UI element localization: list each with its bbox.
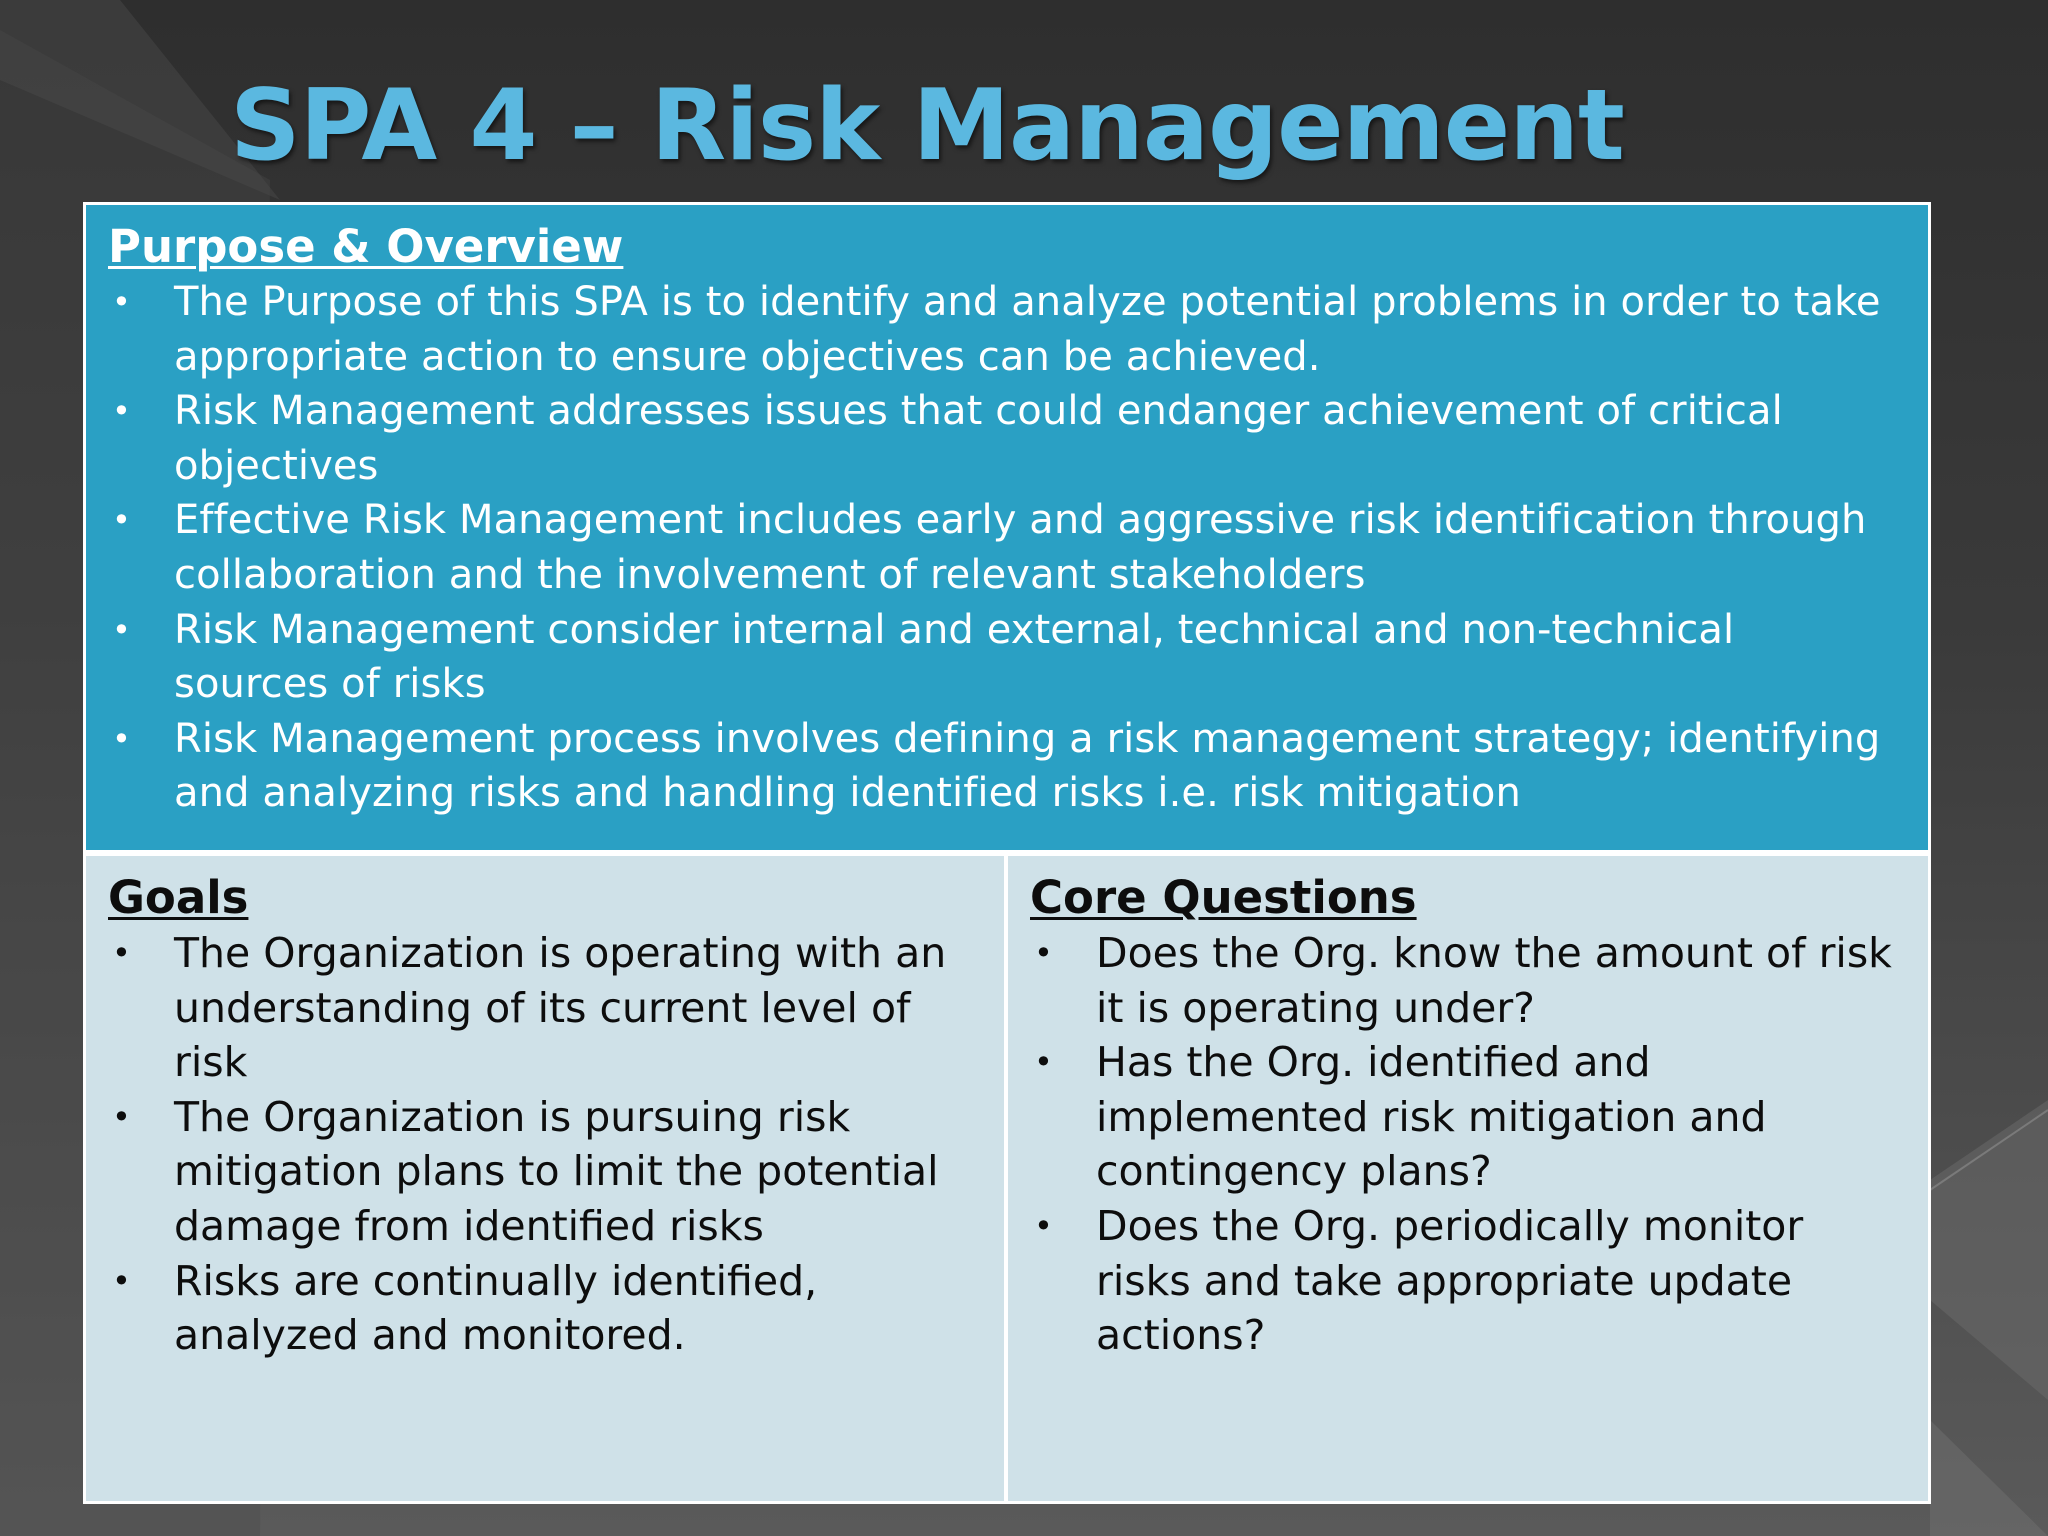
overview-bullet-text: Risk Management process involves defining a risk management strategy; identifying and analyzing risks and handling identified risks i.e. risk mitigation [174, 715, 1881, 817]
overview-bullet [108, 493, 1898, 602]
core-questions-bullet [1030, 1199, 1908, 1363]
overview-heading: Purpose & Overview [108, 220, 624, 273]
overview-bullet [108, 603, 1898, 712]
bullet-dot-icon: • [112, 283, 131, 321]
goals-bullet-text: The Organization is pursuing risk mitigation plans to limit the potential damage from identified risks [174, 1092, 939, 1250]
bullet-dot-icon: • [1034, 934, 1053, 972]
core-questions-bullet-text: Does the Org. periodically monitor risks and take appropriate update actions? [1096, 1201, 1804, 1360]
bullet-dot-icon: • [112, 610, 131, 649]
core-questions-section [1008, 856, 1928, 1501]
core-questions-heading: Core Questions [1030, 871, 1417, 924]
overview-bullet [108, 384, 1898, 493]
overview-bullet-text: The Purpose of this SPA is to identify and analyze potential problems in order to take appropriate action to ensure objectives can be achieved. [174, 279, 1881, 380]
overview-bullet [108, 712, 1898, 821]
goals-bullet [108, 1090, 984, 1254]
bullet-dot-icon: • [112, 719, 131, 758]
bullet-dot-icon: • [112, 934, 131, 972]
slide-title: SPA 4 – Risk Management [230, 69, 1624, 183]
overview-bullet-text: Risk Management addresses issues that could endanger achievement of critical objectives [174, 388, 1783, 489]
goals-bullet [108, 1254, 984, 1363]
overview-section [86, 205, 1928, 850]
bullet-dot-icon: • [1034, 1043, 1053, 1082]
bullet-dot-icon: • [1034, 1206, 1053, 1245]
goals-bullet-text: Risks are continually identified, analyzed and monitored. [174, 1256, 818, 1360]
goals-bullet-text: The Organization is operating with an understanding of its current level of risk [174, 929, 947, 1087]
core-questions-bullet-text: Does the Org. know the amount of risk it is operating under? [1096, 929, 1892, 1032]
bullet-dot-icon: • [112, 1261, 131, 1300]
core-questions-bullet [1030, 926, 1908, 1035]
bullet-dot-icon: • [112, 392, 131, 431]
bullet-dot-icon: • [112, 1097, 131, 1136]
overview-bullet-text: Risk Management consider internal and external, technical and non-technical sources of risks [174, 606, 1735, 708]
core-questions-bullet-text: Has the Org. identified and implemented risk mitigation and contingency plans? [1096, 1038, 1767, 1196]
core-questions-bullet-list [1030, 926, 1908, 1363]
goals-heading: Goals [108, 871, 249, 924]
core-questions-bullet [1030, 1035, 1908, 1199]
content-table [83, 202, 1931, 1504]
goals-section [86, 856, 1004, 1501]
overview-bullet [108, 275, 1898, 384]
overview-bullet-list [108, 275, 1898, 821]
bullet-dot-icon: • [112, 501, 131, 540]
goals-bullet-list [108, 926, 984, 1363]
overview-bullet-text: Effective Risk Management includes early and aggressive risk identification through collaboration and the involvement of relevant stakeholders [174, 497, 1867, 598]
goals-bullet [108, 926, 984, 1090]
